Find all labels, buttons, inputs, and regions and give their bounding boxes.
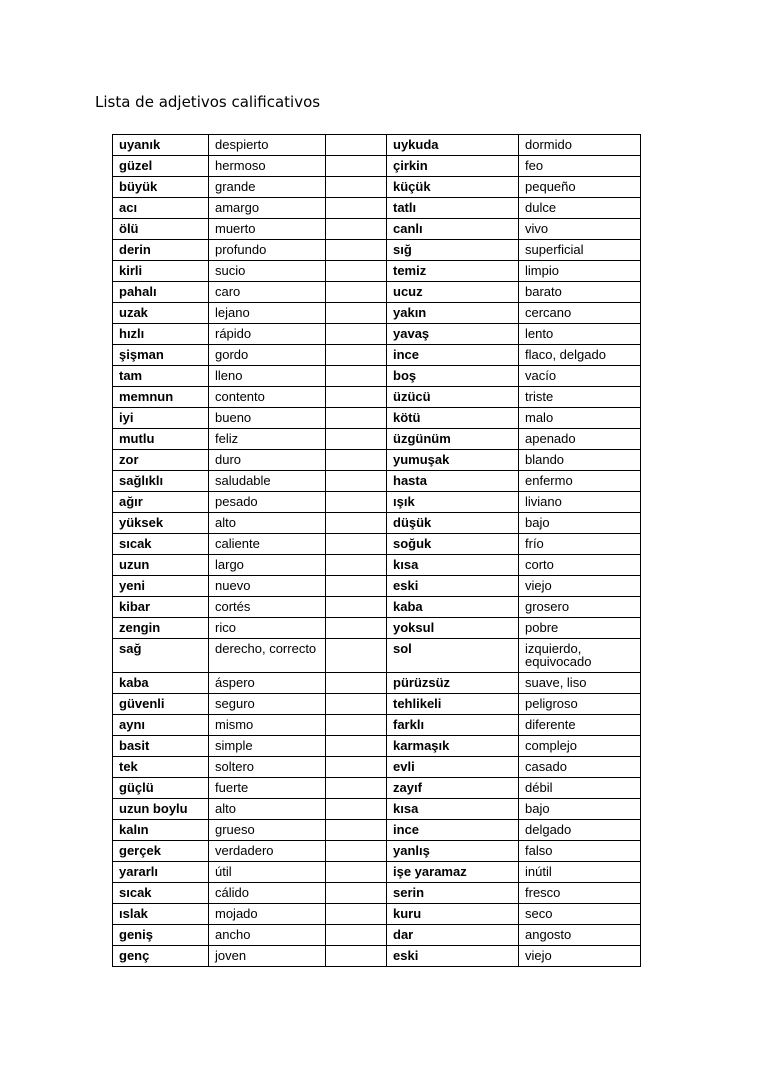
spacer-cell (326, 820, 387, 841)
turkish-opposite-cell: zayıf (387, 778, 519, 799)
turkish-opposite-cell: kısa (387, 799, 519, 820)
turkish-word-cell: güçlü (113, 778, 209, 799)
turkish-word-cell: mutlu (113, 429, 209, 450)
turkish-word-cell: büyük (113, 177, 209, 198)
spacer-cell (326, 694, 387, 715)
table-row (113, 429, 641, 450)
spacer-cell (326, 736, 387, 757)
turkish-opposite-cell: kısa (387, 555, 519, 576)
spanish-translation-cell: ancho (209, 925, 326, 946)
page-title: Lista de adjetivos calificativos (95, 93, 321, 111)
turkish-opposite-cell: üzücü (387, 387, 519, 408)
turkish-word-cell: pahalı (113, 282, 209, 303)
turkish-word-cell: gerçek (113, 841, 209, 862)
spanish-opposite-translation-cell: falso (519, 841, 641, 862)
table-row (113, 904, 641, 925)
table-row (113, 618, 641, 639)
spanish-opposite-translation-cell: viejo (519, 576, 641, 597)
turkish-opposite-cell: tehlikeli (387, 694, 519, 715)
turkish-word-cell: sağlıklı (113, 471, 209, 492)
turkish-word-cell: tam (113, 366, 209, 387)
turkish-opposite-cell: ince (387, 820, 519, 841)
turkish-opposite-cell: kötü (387, 408, 519, 429)
spanish-translation-cell: caliente (209, 534, 326, 555)
spanish-translation-cell: grueso (209, 820, 326, 841)
spanish-translation-cell: grande (209, 177, 326, 198)
spacer-cell (326, 135, 387, 156)
spanish-opposite-translation-cell: inútil (519, 862, 641, 883)
table-row (113, 715, 641, 736)
spanish-translation-cell: nuevo (209, 576, 326, 597)
turkish-opposite-cell: karmaşık (387, 736, 519, 757)
table-row (113, 883, 641, 904)
turkish-word-cell: iyi (113, 408, 209, 429)
spacer-cell (326, 862, 387, 883)
spacer-cell (326, 639, 387, 673)
table-row (113, 576, 641, 597)
turkish-opposite-cell: yanlış (387, 841, 519, 862)
spanish-translation-cell: largo (209, 555, 326, 576)
turkish-opposite-cell: kaba (387, 597, 519, 618)
spanish-opposite-translation-cell: enfermo (519, 471, 641, 492)
spanish-translation-cell: joven (209, 946, 326, 967)
adjectives-table (112, 134, 641, 967)
spanish-translation-cell: profundo (209, 240, 326, 261)
table-row (113, 135, 641, 156)
spanish-opposite-translation-cell: delgado (519, 820, 641, 841)
turkish-opposite-cell: eski (387, 946, 519, 967)
turkish-word-cell: uyanık (113, 135, 209, 156)
spanish-opposite-translation-cell: malo (519, 408, 641, 429)
spacer-cell (326, 618, 387, 639)
spanish-opposite-translation-cell: vivo (519, 219, 641, 240)
turkish-word-cell: uzak (113, 303, 209, 324)
table-row (113, 799, 641, 820)
spanish-translation-cell: muerto (209, 219, 326, 240)
spanish-translation-cell: mojado (209, 904, 326, 925)
spanish-opposite-translation-cell: seco (519, 904, 641, 925)
spacer-cell (326, 799, 387, 820)
spanish-translation-cell: lejano (209, 303, 326, 324)
turkish-word-cell: ıslak (113, 904, 209, 925)
turkish-opposite-cell: işe yaramaz (387, 862, 519, 883)
table-row (113, 240, 641, 261)
spanish-translation-cell: útil (209, 862, 326, 883)
spacer-cell (326, 841, 387, 862)
spacer-cell (326, 576, 387, 597)
spanish-translation-cell: seguro (209, 694, 326, 715)
spacer-cell (326, 925, 387, 946)
table-row (113, 492, 641, 513)
turkish-word-cell: memnun (113, 387, 209, 408)
spanish-translation-cell: cálido (209, 883, 326, 904)
spanish-translation-cell: duro (209, 450, 326, 471)
turkish-word-cell: zengin (113, 618, 209, 639)
turkish-word-cell: geniş (113, 925, 209, 946)
table-row (113, 261, 641, 282)
table-row (113, 534, 641, 555)
turkish-word-cell: yararlı (113, 862, 209, 883)
spanish-translation-cell: despierto (209, 135, 326, 156)
spanish-opposite-translation-cell: pequeño (519, 177, 641, 198)
turkish-word-cell: uzun (113, 555, 209, 576)
spanish-opposite-translation-cell: frío (519, 534, 641, 555)
turkish-opposite-cell: temiz (387, 261, 519, 282)
table-row (113, 555, 641, 576)
turkish-opposite-cell: uykuda (387, 135, 519, 156)
turkish-opposite-cell: serin (387, 883, 519, 904)
turkish-word-cell: genç (113, 946, 209, 967)
spanish-opposite-translation-cell: feo (519, 156, 641, 177)
turkish-word-cell: aynı (113, 715, 209, 736)
spanish-translation-cell: contento (209, 387, 326, 408)
turkish-opposite-cell: dar (387, 925, 519, 946)
spanish-opposite-translation-cell: apenado (519, 429, 641, 450)
spacer-cell (326, 597, 387, 618)
spanish-translation-cell: caro (209, 282, 326, 303)
turkish-opposite-cell: farklı (387, 715, 519, 736)
table-row (113, 946, 641, 967)
turkish-word-cell: derin (113, 240, 209, 261)
spanish-translation-cell: mismo (209, 715, 326, 736)
table-row (113, 219, 641, 240)
turkish-opposite-cell: küçük (387, 177, 519, 198)
table-row (113, 282, 641, 303)
spanish-translation-cell: bueno (209, 408, 326, 429)
spanish-translation-cell: simple (209, 736, 326, 757)
spanish-opposite-translation-cell: limpio (519, 261, 641, 282)
turkish-word-cell: kalın (113, 820, 209, 841)
turkish-opposite-cell: ince (387, 345, 519, 366)
turkish-opposite-cell: yakın (387, 303, 519, 324)
table-row (113, 366, 641, 387)
spanish-opposite-translation-cell: peligroso (519, 694, 641, 715)
spacer-cell (326, 198, 387, 219)
turkish-word-cell: güzel (113, 156, 209, 177)
spanish-opposite-translation-cell: viejo (519, 946, 641, 967)
turkish-opposite-cell: hasta (387, 471, 519, 492)
table-row (113, 778, 641, 799)
spanish-opposite-translation-cell: liviano (519, 492, 641, 513)
table-row (113, 324, 641, 345)
spanish-opposite-translation-cell: diferente (519, 715, 641, 736)
spacer-cell (326, 219, 387, 240)
turkish-word-cell: zor (113, 450, 209, 471)
spacer-cell (326, 366, 387, 387)
spanish-opposite-translation-cell: vacío (519, 366, 641, 387)
spacer-cell (326, 715, 387, 736)
spanish-opposite-translation-cell: bajo (519, 799, 641, 820)
spanish-translation-cell: rápido (209, 324, 326, 345)
adjectives-table-body (113, 135, 641, 967)
spacer-cell (326, 282, 387, 303)
spanish-opposite-translation-cell: lento (519, 324, 641, 345)
turkish-opposite-cell: sol (387, 639, 519, 673)
turkish-word-cell: yüksek (113, 513, 209, 534)
table-row (113, 303, 641, 324)
table-row (113, 408, 641, 429)
turkish-opposite-cell: yoksul (387, 618, 519, 639)
table-row (113, 387, 641, 408)
table-row (113, 694, 641, 715)
spacer-cell (326, 471, 387, 492)
spanish-opposite-translation-cell: corto (519, 555, 641, 576)
turkish-word-cell: hızlı (113, 324, 209, 345)
table-row (113, 757, 641, 778)
turkish-word-cell: kaba (113, 673, 209, 694)
table-row (113, 450, 641, 471)
table-row (113, 820, 641, 841)
spanish-opposite-translation-cell: fresco (519, 883, 641, 904)
turkish-opposite-cell: üzgünüm (387, 429, 519, 450)
turkish-word-cell: sıcak (113, 534, 209, 555)
table-row (113, 345, 641, 366)
turkish-word-cell: kirli (113, 261, 209, 282)
spanish-opposite-translation-cell: blando (519, 450, 641, 471)
table-row (113, 639, 641, 673)
turkish-opposite-cell: evli (387, 757, 519, 778)
spanish-opposite-translation-cell: casado (519, 757, 641, 778)
turkish-word-cell: basit (113, 736, 209, 757)
spanish-opposite-translation-cell: triste (519, 387, 641, 408)
spanish-opposite-translation-cell: barato (519, 282, 641, 303)
turkish-word-cell: sağ (113, 639, 209, 673)
spanish-opposite-translation-cell: izquierdo, equivocado (519, 639, 641, 673)
turkish-word-cell: şişman (113, 345, 209, 366)
turkish-word-cell: kibar (113, 597, 209, 618)
turkish-opposite-cell: pürüzsüz (387, 673, 519, 694)
spanish-translation-cell: alto (209, 513, 326, 534)
table-row (113, 177, 641, 198)
spacer-cell (326, 513, 387, 534)
spacer-cell (326, 156, 387, 177)
spacer-cell (326, 450, 387, 471)
spacer-cell (326, 261, 387, 282)
spanish-opposite-translation-cell: pobre (519, 618, 641, 639)
turkish-word-cell: güvenli (113, 694, 209, 715)
spanish-opposite-translation-cell: bajo (519, 513, 641, 534)
turkish-word-cell: ölü (113, 219, 209, 240)
turkish-opposite-cell: kuru (387, 904, 519, 925)
spanish-translation-cell: áspero (209, 673, 326, 694)
spanish-translation-cell: verdadero (209, 841, 326, 862)
spanish-translation-cell: cortés (209, 597, 326, 618)
turkish-opposite-cell: sığ (387, 240, 519, 261)
spanish-translation-cell: gordo (209, 345, 326, 366)
turkish-word-cell: ağır (113, 492, 209, 513)
spacer-cell (326, 673, 387, 694)
spanish-opposite-translation-cell: cercano (519, 303, 641, 324)
spanish-translation-cell: saludable (209, 471, 326, 492)
spanish-translation-cell: rico (209, 618, 326, 639)
turkish-word-cell: uzun boylu (113, 799, 209, 820)
turkish-opposite-cell: yavaş (387, 324, 519, 345)
turkish-opposite-cell: tatlı (387, 198, 519, 219)
table-row (113, 736, 641, 757)
spanish-translation-cell: pesado (209, 492, 326, 513)
spacer-cell (326, 177, 387, 198)
turkish-opposite-cell: çirkin (387, 156, 519, 177)
table-row (113, 862, 641, 883)
spacer-cell (326, 492, 387, 513)
table-row (113, 513, 641, 534)
spacer-cell (326, 408, 387, 429)
spacer-cell (326, 946, 387, 967)
table-row (113, 597, 641, 618)
table-row (113, 198, 641, 219)
spanish-translation-cell: sucio (209, 261, 326, 282)
spanish-translation-cell: fuerte (209, 778, 326, 799)
spacer-cell (326, 345, 387, 366)
turkish-word-cell: yeni (113, 576, 209, 597)
table-row (113, 156, 641, 177)
turkish-opposite-cell: yumuşak (387, 450, 519, 471)
spacer-cell (326, 883, 387, 904)
turkish-word-cell: acı (113, 198, 209, 219)
spanish-translation-cell: derecho, correcto (209, 639, 326, 673)
spacer-cell (326, 387, 387, 408)
turkish-word-cell: sıcak (113, 883, 209, 904)
turkish-opposite-cell: canlı (387, 219, 519, 240)
spacer-cell (326, 757, 387, 778)
spacer-cell (326, 303, 387, 324)
spacer-cell (326, 240, 387, 261)
spacer-cell (326, 904, 387, 925)
turkish-word-cell: tek (113, 757, 209, 778)
spanish-opposite-translation-cell: complejo (519, 736, 641, 757)
spanish-opposite-translation-cell: superficial (519, 240, 641, 261)
spanish-translation-cell: soltero (209, 757, 326, 778)
spacer-cell (326, 534, 387, 555)
spanish-opposite-translation-cell: grosero (519, 597, 641, 618)
spanish-translation-cell: amargo (209, 198, 326, 219)
spanish-translation-cell: lleno (209, 366, 326, 387)
table-row (113, 673, 641, 694)
turkish-opposite-cell: ucuz (387, 282, 519, 303)
table-row (113, 925, 641, 946)
spanish-translation-cell: alto (209, 799, 326, 820)
spacer-cell (326, 555, 387, 576)
table-row (113, 471, 641, 492)
table-row (113, 841, 641, 862)
spacer-cell (326, 429, 387, 450)
spanish-opposite-translation-cell: flaco, delgado (519, 345, 641, 366)
turkish-opposite-cell: düşük (387, 513, 519, 534)
turkish-opposite-cell: eski (387, 576, 519, 597)
turkish-opposite-cell: boş (387, 366, 519, 387)
turkish-opposite-cell: ışık (387, 492, 519, 513)
spanish-opposite-translation-cell: angosto (519, 925, 641, 946)
spanish-opposite-translation-cell: dulce (519, 198, 641, 219)
spanish-opposite-translation-cell: débil (519, 778, 641, 799)
turkish-opposite-cell: soğuk (387, 534, 519, 555)
spacer-cell (326, 778, 387, 799)
spacer-cell (326, 324, 387, 345)
spanish-translation-cell: feliz (209, 429, 326, 450)
spanish-opposite-translation-cell: suave, liso (519, 673, 641, 694)
spanish-opposite-translation-cell: dormido (519, 135, 641, 156)
spanish-translation-cell: hermoso (209, 156, 326, 177)
